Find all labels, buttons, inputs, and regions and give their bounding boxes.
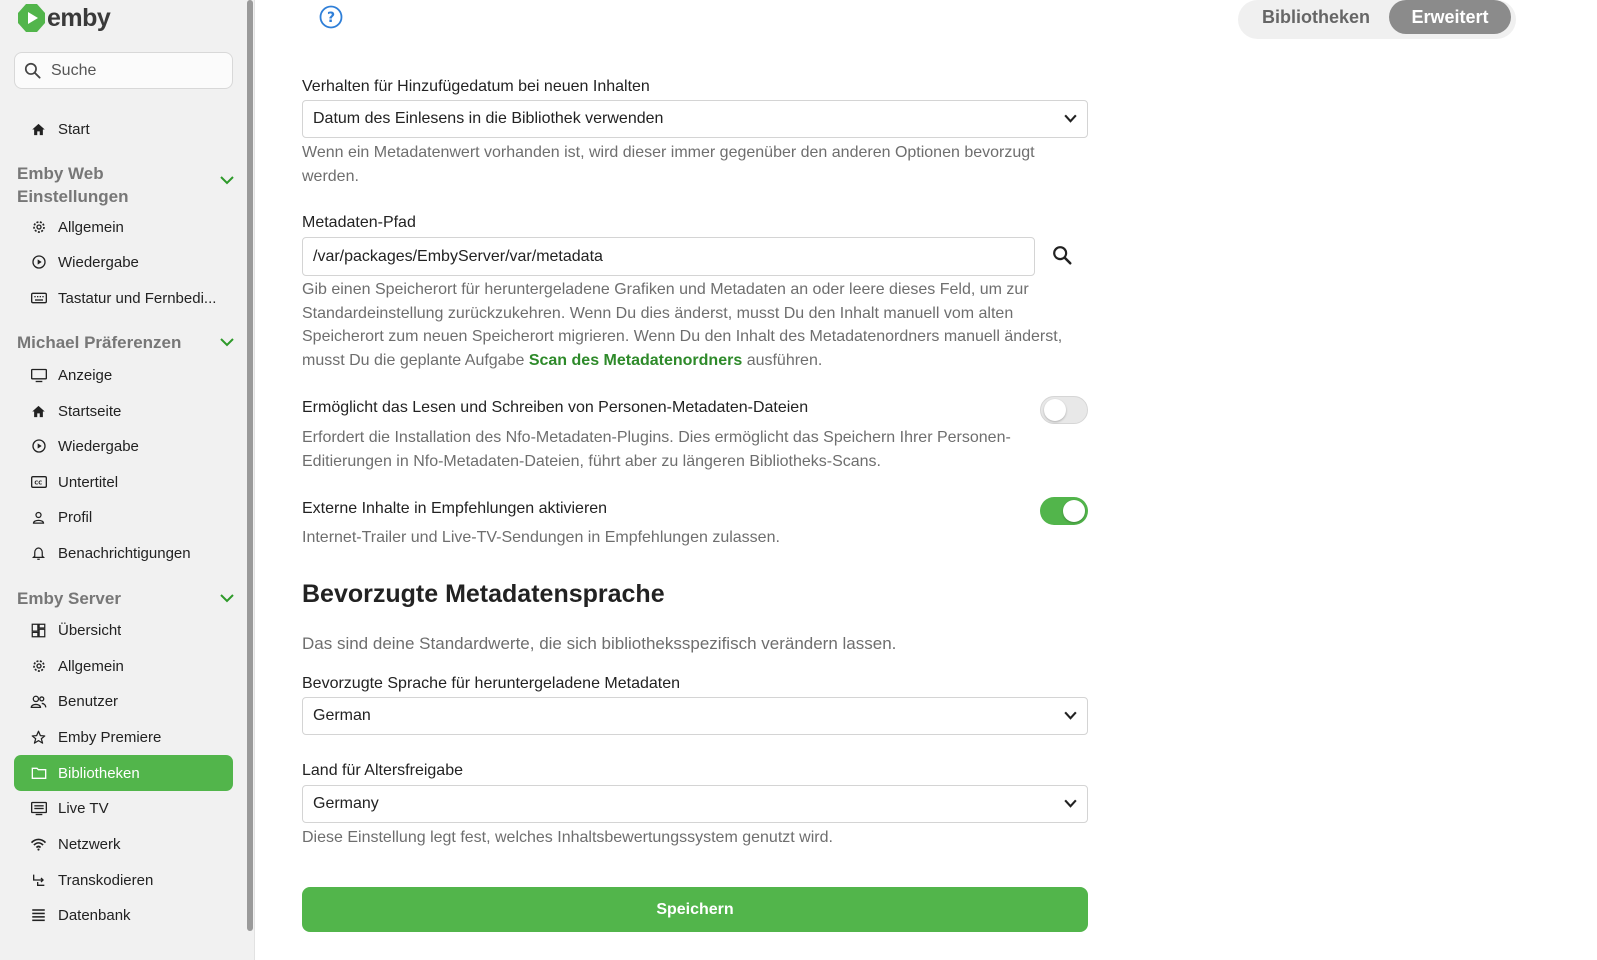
main-content	[255, 0, 1597, 960]
chevron-down-icon	[220, 338, 234, 347]
date-added-label: Verhalten für Hinzufügedatum bei neuen Inhalten	[302, 78, 650, 95]
nav-label: Bibliotheken	[58, 764, 140, 782]
metadata-path-description	[302, 278, 1092, 372]
nav-label: Allgemein	[58, 218, 124, 236]
external-content-toggle[interactable]	[1040, 497, 1088, 525]
nav-user-anzeige[interactable]	[14, 357, 233, 393]
nav-server-benutzer[interactable]	[14, 683, 233, 719]
section-title: Emby Server	[17, 589, 121, 608]
nav-server-bibliotheken[interactable]	[14, 755, 233, 791]
nav-label: Allgemein	[58, 657, 124, 675]
external-content-description: Internet-Trailer und Live-TV-Sendungen in Empfehlungen zulassen.	[302, 529, 780, 546]
dashboard-icon	[30, 622, 47, 639]
home-icon	[30, 403, 47, 420]
help-icon[interactable]	[319, 5, 343, 29]
section-emby-server[interactable]	[17, 587, 242, 610]
section-emby-web[interactable]	[17, 162, 242, 208]
external-content-label: Externe Inhalte in Empfehlungen aktivieren	[302, 500, 608, 517]
metadata-path-label: Metadaten-Pfad	[302, 214, 416, 231]
play-circle-icon	[30, 438, 47, 455]
nav-user-benachrichtigungen[interactable]	[14, 535, 233, 571]
nav-label: Live TV	[58, 799, 109, 817]
person-nfo-description: Erfordert die Installation des Nfo-Metadaten-Plugins. Dies ermöglicht das Speichern Ihrer Personen-Editierungen in Nfo-Metadaten-Dateien, führt aber zu längeren Bibliotheks-Scans.	[302, 429, 1011, 470]
wifi-icon	[30, 836, 47, 853]
browse-path-button[interactable]	[1047, 240, 1077, 270]
country-select[interactable]	[302, 785, 1088, 823]
subtitles-icon	[30, 474, 47, 491]
nav-label: Emby Premiere	[58, 728, 162, 746]
tv-guide-icon	[30, 800, 47, 817]
bell-icon	[30, 545, 47, 562]
emby-logo-icon	[18, 4, 45, 32]
nav-user-profil[interactable]	[14, 499, 233, 535]
search-input[interactable]	[51, 62, 221, 80]
nav-label: Wiedergabe	[58, 437, 139, 455]
chevron-down-icon	[1063, 796, 1078, 811]
play-circle-icon	[30, 254, 47, 271]
description-text: ausführen.	[746, 351, 823, 369]
metadata-language-heading: Bevorzugte Metadatensprache	[302, 580, 665, 608]
chevron-down-icon	[1063, 111, 1078, 126]
person-nfo-toggle[interactable]	[1040, 396, 1088, 424]
scan-metadata-folder-link[interactable]: Scan des Metadatenordners	[528, 351, 743, 369]
person-icon	[30, 509, 47, 526]
nav-label: Benutzer	[58, 692, 119, 710]
date-added-select[interactable]	[302, 100, 1088, 138]
nav-server-allgemein[interactable]	[14, 648, 233, 684]
nav-server-uebersicht[interactable]	[14, 612, 233, 648]
country-description: Diese Einstellung legt fest, welches Inhaltsbewertungssystem genutzt wird.	[302, 829, 833, 846]
nav-start[interactable]	[14, 111, 233, 147]
nav-web-allgemein[interactable]	[14, 209, 233, 245]
metadata-path-input[interactable]: /var/packages/EmbyServer/var/metadata	[302, 237, 1035, 276]
metadata-language-description: Das sind deine Standardwerte, die sich bibliotheksspezifisch verändern lassen.	[302, 634, 897, 653]
language-label: Bevorzugte Sprache für heruntergeladene Metadaten	[302, 675, 681, 692]
nav-server-datenbank[interactable]	[14, 897, 233, 933]
save-button[interactable]: Speichern	[302, 887, 1088, 932]
section-title: Emby Web Einstellungen	[17, 164, 129, 206]
home-icon	[30, 121, 47, 138]
star-icon	[30, 729, 47, 746]
nav-server-transkodieren[interactable]	[14, 862, 233, 898]
search-box[interactable]	[14, 52, 233, 89]
list-icon	[30, 907, 47, 924]
nav-label: Tastatur und Fernbedi...	[58, 289, 217, 307]
folder-icon	[30, 765, 47, 782]
chevron-down-icon	[1063, 708, 1078, 723]
nav-label: Benachrichtigungen	[58, 544, 191, 562]
app-name: emby	[47, 3, 111, 32]
nav-server-premiere[interactable]	[14, 719, 233, 755]
sidebar	[0, 0, 255, 960]
nav-label: Profil	[58, 508, 93, 526]
gear-icon	[30, 658, 47, 675]
chevron-down-icon	[220, 176, 234, 185]
nav-server-netzwerk[interactable]	[14, 826, 233, 862]
nav-label: Übersicht	[58, 621, 122, 639]
nav-label: Anzeige	[58, 366, 113, 384]
users-icon	[30, 693, 47, 710]
nav-label: Untertitel	[58, 473, 119, 491]
select-value: Germany	[313, 795, 379, 812]
select-value: Datum des Einlesens in die Bibliothek verwenden	[313, 110, 664, 127]
nav-user-startseite[interactable]	[14, 393, 233, 429]
search-icon	[1051, 244, 1073, 266]
tab-bar	[1238, 0, 1516, 39]
svg-text:CC: CC	[33, 480, 42, 487]
language-select[interactable]	[302, 697, 1088, 735]
date-added-description: Wenn ein Metadatenwert vorhanden ist, wird dieser immer gegenüber den anderen Optionen bevorzugt werden.	[302, 144, 1035, 185]
transcode-icon	[30, 872, 47, 889]
gear-icon	[30, 219, 47, 236]
select-value: German	[313, 707, 371, 724]
section-title: Michael Präferenzen	[17, 333, 182, 352]
nav-web-wiedergabe[interactable]	[14, 244, 233, 280]
monitor-icon	[30, 367, 47, 384]
keyboard-icon	[30, 290, 47, 307]
section-user-prefs[interactable]	[17, 331, 242, 354]
emby-logo[interactable]	[18, 3, 110, 33]
svg-text:?: ?	[326, 10, 336, 26]
nav-label: Netzwerk	[58, 835, 121, 853]
person-nfo-label: Ermöglicht das Lesen und Schreiben von Personen-Metadaten-Dateien	[302, 399, 809, 416]
nav-label: Datenbank	[58, 906, 131, 924]
nav-web-tastatur[interactable]	[14, 280, 233, 316]
nav-label: Startseite	[58, 402, 122, 420]
nav-user-wiedergabe[interactable]	[14, 428, 233, 464]
toggle-knob	[1044, 399, 1066, 421]
nav-server-livetv[interactable]	[14, 790, 233, 826]
chevron-down-icon	[220, 594, 234, 603]
tab-bibliotheken[interactable]: Bibliotheken	[1261, 7, 1370, 27]
nav-label: Wiedergabe	[58, 253, 139, 271]
nav-user-untertitel[interactable]	[14, 464, 233, 500]
nav-label: Transkodieren	[58, 871, 154, 889]
toggle-knob	[1063, 500, 1085, 522]
nav-label: Start	[58, 120, 90, 138]
country-label: Land für Altersfreigabe	[302, 762, 463, 779]
tab-erweitert[interactable]: Erweitert	[1389, 0, 1511, 34]
search-icon	[23, 61, 42, 80]
description-text: Gib einen Speicherort für heruntergeladene Grafiken und Metadaten an oder leere dieses Feld, um zur Standardeinstellung zurückzukehren. Wenn Du dies änderst, musst Du den Inhalt manuell vom alten Speicherort zum neuen Speicherort migrieren. Wenn Du den Inhalt des Metadatenordners manuell änderst, musst Du die geplante Aufgabe	[302, 281, 1063, 369]
sidebar-scrollbar[interactable]	[247, 0, 253, 931]
